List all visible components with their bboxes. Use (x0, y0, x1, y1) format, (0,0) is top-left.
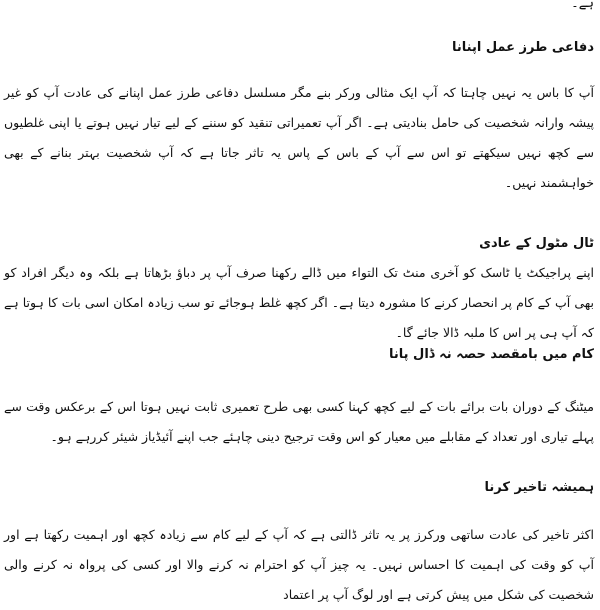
section-heading-defensive-behavior: دفاعی طرز عمل اپنانا (452, 40, 594, 55)
section-paragraph-defensive-behavior: آپ کا باس یہ نہیں چاہتا کہ آپ ایک مثالی ورکر بنے مگر مسلسل دفاعی طرز عمل اپنانے کی عادت آپ کو غیر پیشہ وارانہ شخصیت کی حامل بنادیتی ہے۔ اگر آپ تعمیراتی تنقید کو سننے کے لیے تیار نہیں ہوتے یا اپنی غلطیوں سے کچھ نہیں سیکھتے تو اس سے آپ کے باس کے پاس یہ تاثر جاتا ہے کہ آپ شخصیت بہتر بنانے کے بھی خواہشمند نہیں۔ (4, 85, 594, 190)
section-paragraph-always-late: اکثر تاخیر کی عادت ساتھی ورکرز پر یہ تاثر ڈالتی ہے کہ آپ کے لیے کام سے زیادہ کچھ اور اہمیت رکھتا ہے اور آپ کو وقت کی اہمیت کا احساس نہیں۔ یہ چیز آپ کو احترام نہ کرنے والا اور کسی کی پرواہ نہ کرنے والی شخصیت کی شکل میں پیش کرتی ہے اور لوگ آپ پر اعتماد (4, 527, 594, 602)
section-heading-meaningful-contribution: کام میں بامقصد حصہ نہ ڈال پانا (388, 347, 594, 362)
continued-text-fragment: ہے۔ (571, 0, 594, 11)
section-paragraph-procrastination: اپنے پراجیکٹ یا ٹاسک کو آخری منٹ تک التواء میں ڈالے رکھنا صرف آپ پر دباؤ بڑھاتا ہے بلکہ وہ دیگر افراد کو بھی آپ کے کام پر انحصار کرنے کا مشورہ دیتا ہے۔ اگر کچھ غلط ہوجائے تو سب زیادہ امکان اسی بات کا ہوتا ہے کہ آپ ہی پر اس کا ملبہ ڈالا جائے گا۔ (4, 265, 594, 340)
section-heading-procrastination: ٹال مٹول کے عادی (479, 236, 594, 251)
section-paragraph-meaningful-contribution: میٹنگ کے دوران بات برائے بات کے لیے کچھ کہنا کسی بھی طرح تعمیری ثابت نہیں ہوتا اس کے برعکس وقت سے پہلے تیاری اور تعداد کے مقابلے میں معیار کو اس وقت ترجیح دینی چاہئے جب اپنے آئیڈیاز شیئر کررہے ہو۔ (4, 399, 594, 444)
section-heading-always-late: ہمیشہ تاخیر کرنا (484, 480, 594, 495)
